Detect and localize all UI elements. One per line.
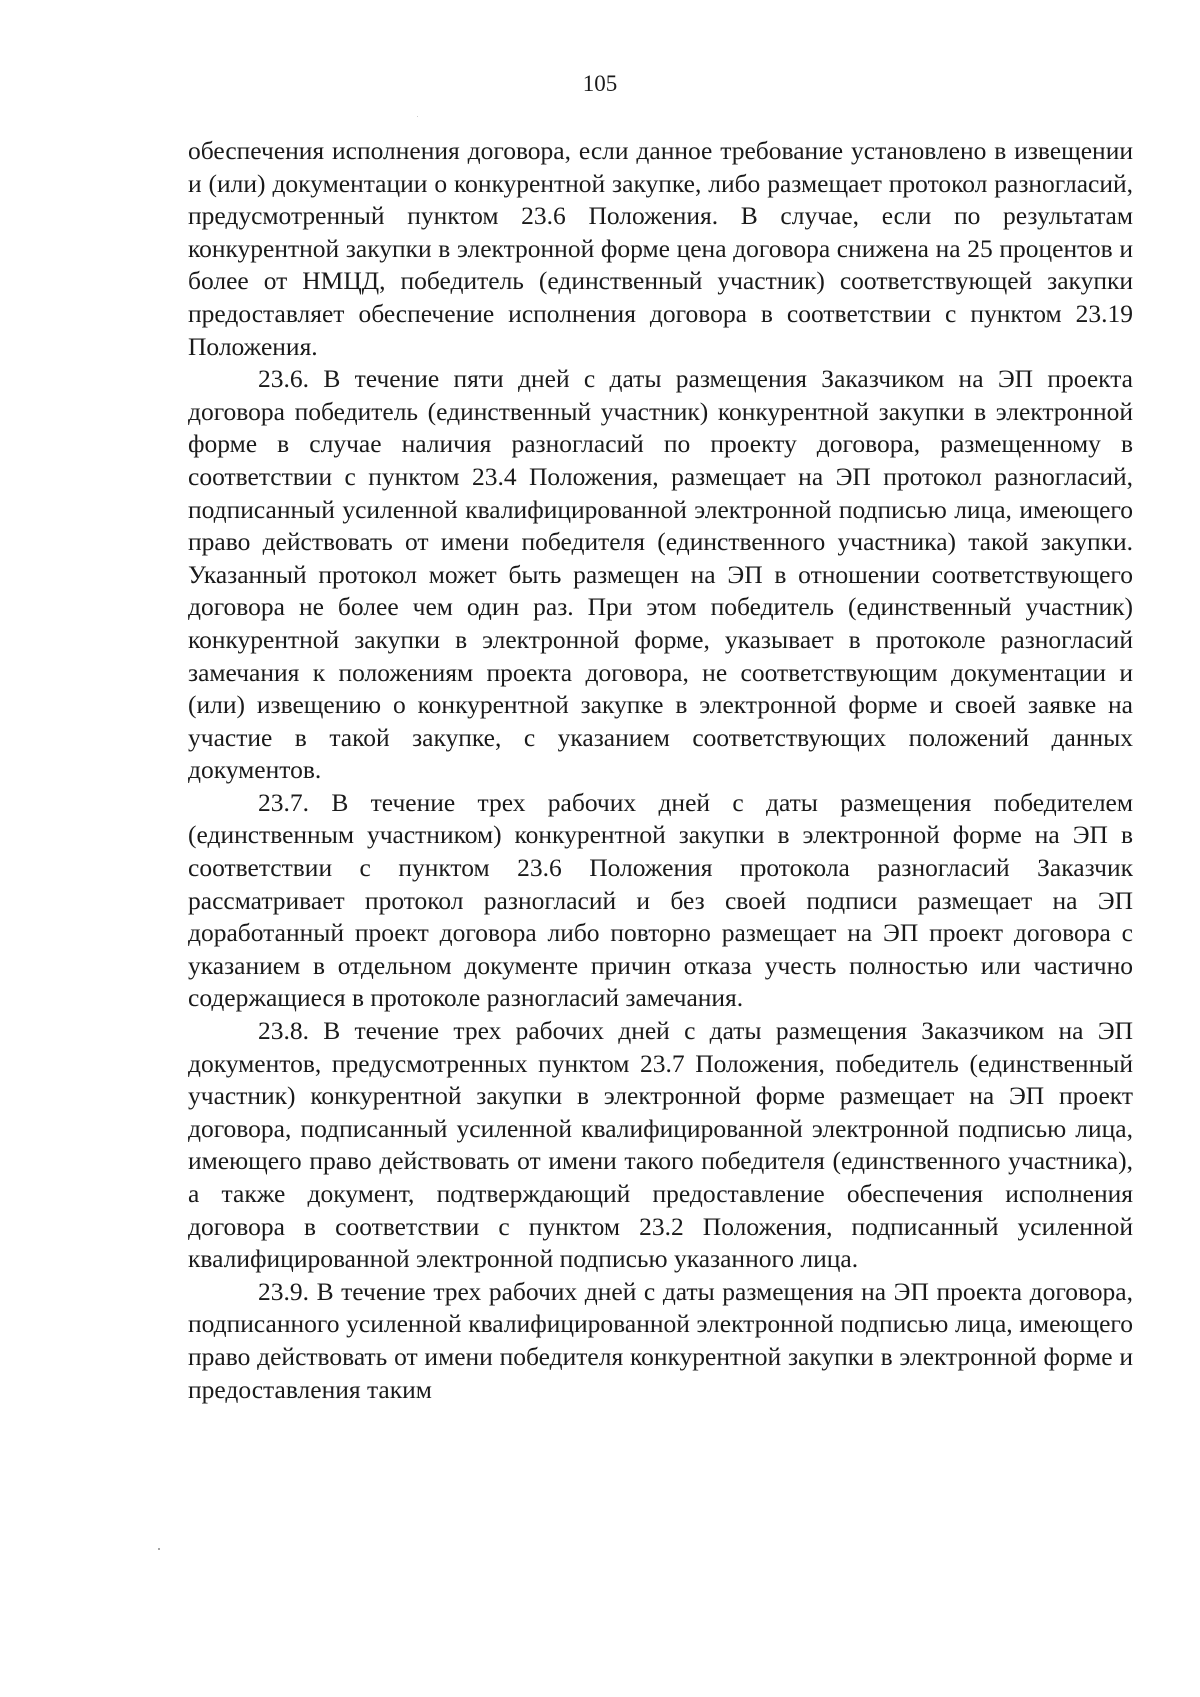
paragraph-23-7: 23.7. В течение трех рабочих дней с даты размещения победителем (единственным участником) конкурентной закупки в электронной форме на ЭП в соответствии с пунктом 23.6 Положения протокола разногласий Заказчик рассматривает протокол разногласий и без своей подписи размещает на ЭП доработанный проект договора либо повторно размещает на ЭП проект договора с указанием в отдельном документе причин отказа учесть полностью или частично содержащиеся в протоколе разногласий замечания.	[188, 787, 1133, 1013]
paragraph-continuation: обеспечения исполнения договора, если данное требование установлено в извещении и (или) документации о конкурентной закупке, либо размещает протокол разногласий, предусмотренный пунктом 23.6 Положения. В случае, если по результатам конкурентной закупки в электронной форме цена договора снижена на 25 процентов и более от НМЦД, победитель (единственный участник) соответствующей закупки предоставляет обеспечение исполнения договора в соответствии с пунктом 23.19 Положения.	[188, 136, 1133, 361]
paragraph-23-9: 23.9. В течение трех рабочих дней с даты размещения на ЭП проекта договора, подписанного усиленной квалифицированной электронной подписью лица, имеющего право действовать от имени победителя конкурентной закупки в электронной форме и предоставления таким	[188, 1276, 1133, 1404]
scan-artifact-dot	[417, 116, 418, 117]
scan-artifact-dot	[158, 1548, 160, 1550]
page-number: 105	[582, 71, 618, 96]
paragraph-23-8: 23.8. В течение трех рабочих дней с даты размещения Заказчиком на ЭП документов, предусмотренных пунктом 23.7 Положения, победитель (единственный участник) конкурентной закупки в электронной форме размещает на ЭП проект договора, подписанный усиленной квалифицированной электронной подписью лица, имеющего право действовать от имени такого победителя (единственного участника), а также документ, подтверждающий предоставление обеспечения исполнения договора в соответствии с пунктом 23.2 Положения, подписанный усиленной квалифицированной электронной подписью указанного лица.	[188, 1016, 1133, 1274]
paragraph-23-6: 23.6. В течение пяти дней с даты размещения Заказчиком на ЭП проекта договора победитель (единственный участник) конкурентной закупки в электронной форме в случае наличия разногласий по проекту договора, размещенному в соответствии с пунктом 23.4 Положения, размещает на ЭП протокол разногласий, подписанный усиленной квалифицированной электронной подписью лица, имеющего право действовать от имени победителя (единственного участника) такой закупки. Указанный протокол может быть размещен на ЭП в отношении соответствующего договора не более чем один раз. При этом победитель (единственный участник) конкурентной закупки в электронной форме, указывает в протоколе разногласий замечания к положениям проекта договора, не соответствующим документации и (или) извещению о конкурентной закупке в электронной форме и своей заявке на участие в такой закупке, с указанием соответствующих положений данных документов.	[188, 364, 1133, 785]
document-body	[188, 135, 1133, 1406]
